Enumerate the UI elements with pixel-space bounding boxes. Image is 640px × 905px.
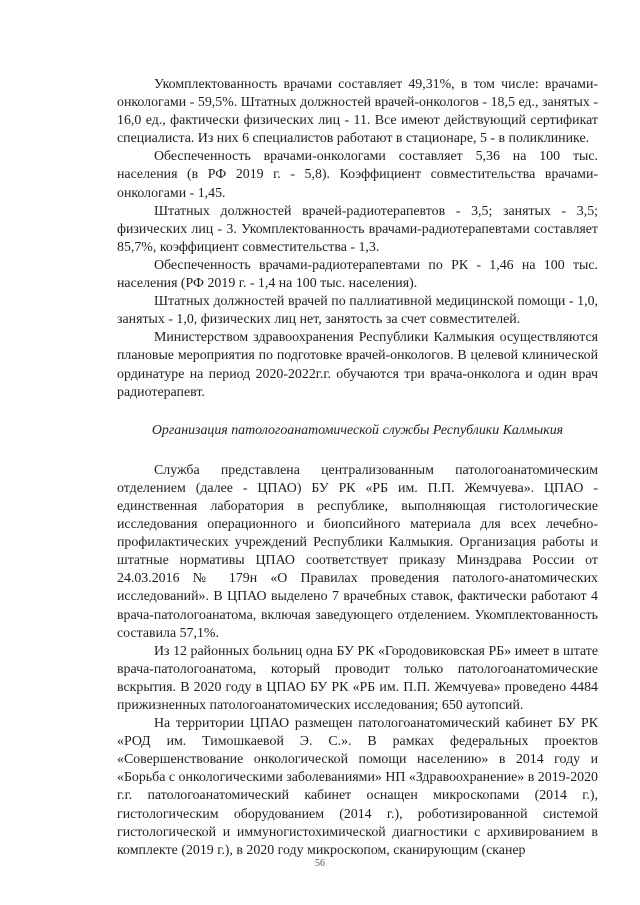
paragraph-training: Министерством здравоохранения Республики Калмыкия осуществляются плановые мероприятия по подготовке врачей-онкологов. В целевой клинической ординатуре на период 2020-2022г.г. обучаются три врача-онколога и один врач радиотерапевт. bbox=[117, 330, 598, 400]
paragraph-palliative-care: Штатных должностей врачей по паллиативной медицинской помощи - 1,0, занятых - 1,0, физических лиц нет, занятость за счет совместителей. bbox=[117, 294, 598, 328]
paragraph-radiotherapists-staff: Штатных должностей врачей-радиотерапевтов - 3,5; занятых - 3,5; физических лиц - 3. Укомплектованность врачами-радиотерапевтами составляет 85,7%, коэффициент совместительства - 1,3. bbox=[117, 203, 598, 255]
paragraph-oncologist-provision: Обеспеченность врачами-онкологами составляет 5,36 на 100 тыс. населения (в РФ 2019 г. - 5,8). Коэффициент совместительства врачами-онкологами - 1,45. bbox=[117, 149, 598, 201]
paragraph-cpao-description: Служба представлена централизованным патологоанатомическим отделением (далее - ЦПАО) БУ РК «РБ им. П.П. Жемчуева». ЦПАО - единственная лаборатория в республике, выполняющая гистологические исследования операционного и биопсийного материала для всех лечебно-профилактических учреждений Республики Калмыкия. Организация работы и штатные нормативы ЦПАО соответствует приказу Минздрава России от 24.03.2016 № 179н «О Правилах проведения патолого-анатомических исследований». В ЦПАО выделено 7 врачебных ставок, фактически работают 4 врача-патологоанатома, включая заведующего отделением. Укомплектованность составила 57,1%. bbox=[117, 462, 598, 641]
page-number: 56 bbox=[315, 858, 325, 869]
paragraph-district-hospitals: Из 12 районных больниц одна БУ РК «Городовиковская РБ» имеет в штате врача-патологоанатома, который проводит только патологоанатомические вскрытия. В 2020 году в ЦПАО БУ РК «РБ им. П.П. Жемчуева» проведено 4484 прижизненных патологоанатомических исследования; 650 аутопсий. bbox=[117, 643, 598, 713]
paragraph-equipment: На территории ЦПАО размещен патологоанатомический кабинет БУ РК «РОД им. Тимошкаевой Э. С.». В рамках федеральных проектов «Совершенствование онкологической помощи населению» в 2014 году и «Борьба с онкологическими заболеваниями» НП «Здравоохранение» в 2019-2020 г.г. патологоанатомический кабинет оснащен микроскопами (2014 г.), гистологическим оборудованием (2014 г.), роботизированной системой гистологической и иммуногистохимической диагностики с архивированием в комплекте (2019 г.), в 2020 году микроскопом, сканирующим (сканер bbox=[117, 716, 598, 858]
paragraph-radiotherapists-provision: Обеспеченность врачами-радиотерапевтами по РК - 1,46 на 100 тыс. населения (РФ 2019 г. - 1,4 на 100 тыс. населения). bbox=[117, 257, 598, 292]
paragraph-staffing-oncologists: Укомплектованность врачами составляет 49,31%, в том числе: врачами-онкологами - 59,5%. Штатных должностей врачей-онкологов - 18,5 ед., занятых - 16,0 ед., фактически физических лиц - 11. Все имеют действующий сертификат специалиста. Из них 6 специалистов работают в стационаре, 5 - в поликлинике. bbox=[117, 77, 598, 147]
section-heading: Организация патологоанатомической службы Республики Калмыкия bbox=[151, 422, 564, 438]
